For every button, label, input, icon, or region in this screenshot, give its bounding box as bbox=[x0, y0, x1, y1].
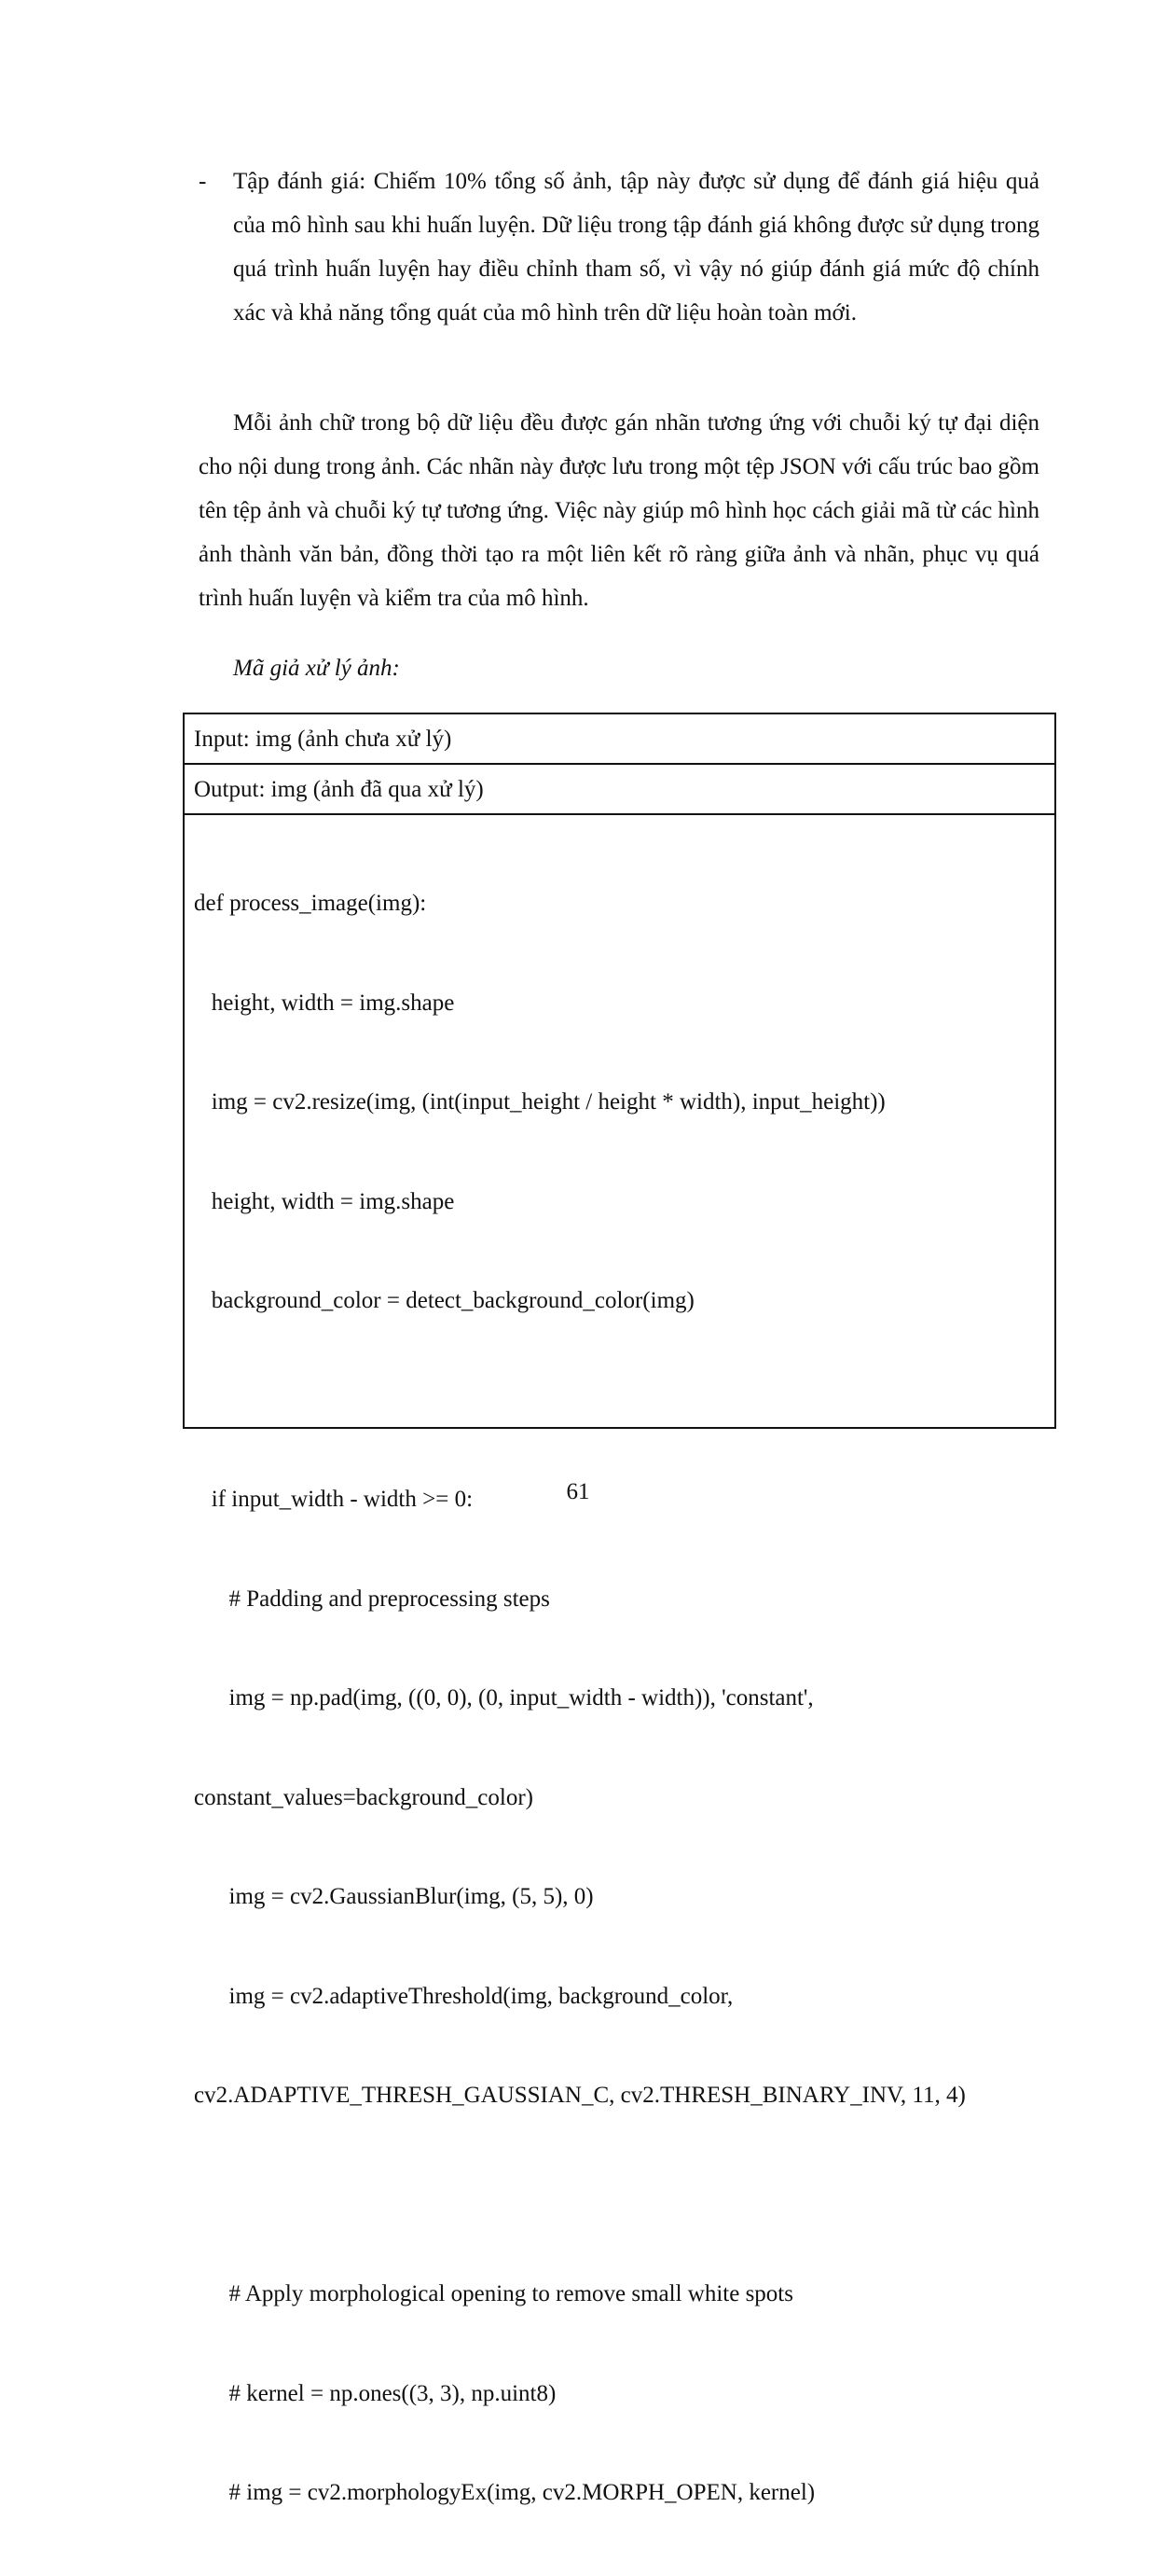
code-line: def process_image(img): bbox=[194, 891, 427, 916]
code-line: height, width = img.shape bbox=[194, 1188, 455, 1214]
code-line: # Padding and preprocessing steps bbox=[194, 1586, 550, 1612]
bullet-marker: - bbox=[199, 169, 207, 194]
code-line: # Apply morphological opening to remove small white spots bbox=[194, 2281, 793, 2306]
algorithm-input-row: Input: img (ảnh chưa xử lý) bbox=[185, 714, 1054, 765]
algorithm-output-row: Output: img (ảnh đã qua xử lý) bbox=[185, 765, 1054, 815]
code-line: img = np.pad(img, ((0, 0), (0, input_width - width)), 'constant', bbox=[194, 1685, 814, 1710]
algorithm-code bbox=[185, 815, 1054, 2576]
bullet-item-evaluation-set bbox=[199, 159, 1039, 335]
algorithm-caption: Mã giả xử lý ảnh: bbox=[233, 656, 400, 681]
code-line: height, width = img.shape bbox=[194, 990, 455, 1016]
code-line: img = cv2.GaussianBlur(img, (5, 5), 0) bbox=[194, 1884, 594, 1909]
bullet-text: Tập đánh giá: Chiếm 10% tổng số ảnh, tập này được sử dụng để đánh giá hiệu quả của mô hình sau khi huấn luyện. Dữ liệu trong tập đánh giá không được sử dụng trong quá trình huấn luyện hay điều chỉnh tham số, vì vậy nó giúp đánh giá mức độ chính xác và khả năng tổng quát của mô hình trên dữ liệu hoàn toàn mới. bbox=[233, 169, 1039, 325]
code-line: cv2.ADAPTIVE_THRESH_GAUSSIAN_C, cv2.THRESH_BINARY_INV, 11, 4) bbox=[194, 2083, 966, 2108]
code-line bbox=[194, 2179, 1045, 2212]
code-line bbox=[194, 1384, 1045, 1418]
code-line: if input_width - width >= 0: bbox=[194, 1487, 474, 1512]
code-line: img = cv2.resize(img, (int(input_height / height * width), input_height)) bbox=[194, 1089, 886, 1115]
code-line: constant_values=background_color) bbox=[194, 1784, 533, 1810]
page-number: 61 bbox=[566, 1479, 590, 1504]
code-line: # img = cv2.morphologyEx(img, cv2.MORPH_OPEN, kernel) bbox=[194, 2480, 816, 2505]
body-paragraph: Mỗi ảnh chữ trong bộ dữ liệu đều được gán nhãn tương ứng với chuỗi ký tự đại diện cho nội dung trong ảnh. Các nhãn này được lưu trong một tệp JSON với cấu trúc bao gồm tên tệp ảnh và chuỗi ký tự tương ứng. Việc này giúp mô hình học cách giải mã từ các hình ảnh thành văn bản, đồng thời tạo ra một liên kết rõ ràng giữa ảnh và nhãn, phục vụ quá trình huấn luyện và kiểm tra của mô hình. bbox=[199, 410, 1039, 611]
code-line: background_color = detect_background_color(img) bbox=[194, 1288, 695, 1313]
code-line: img = cv2.adaptiveThreshold(img, background_color, bbox=[194, 1983, 734, 2009]
code-line: # kernel = np.ones((3, 3), np.uint8) bbox=[194, 2380, 557, 2406]
